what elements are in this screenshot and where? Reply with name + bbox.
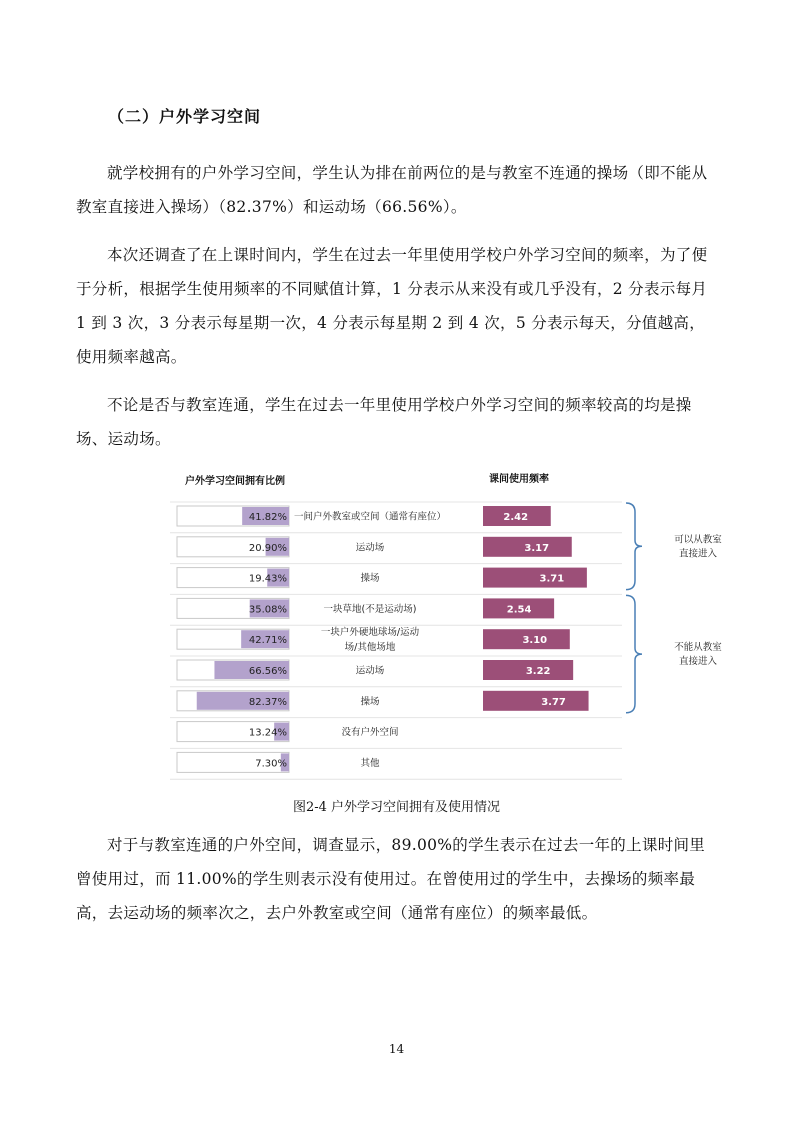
category-label: 运动场 (355, 665, 385, 677)
ownership-label: 19.43% (248, 573, 287, 585)
category-label: 其他 (360, 757, 380, 769)
category-label: 操场 (360, 696, 380, 708)
group-label: 直接进入 (678, 656, 718, 668)
category-label: 场/其他场地 (344, 642, 396, 654)
ownership-label: 7.30% (255, 758, 287, 770)
ownership-label: 35.08% (248, 604, 287, 616)
ownership-panel-title: 户外学习空间拥有比例 (185, 476, 285, 487)
frequency-bar (483, 691, 589, 711)
frequency-bar (483, 568, 587, 588)
group-label: 直接进入 (678, 548, 718, 560)
ownership-label: 13.24% (248, 727, 287, 739)
frequency-label: 3.71 (539, 573, 565, 585)
ownership-label: 20.90% (248, 542, 287, 554)
paragraph-frequency-method: 本次还调查了在上课时间内，学生在过去一年里使用学校户外学习空间的频率，为了便于分析，根据学生使用频率的不同赋值计算，1 分表示从来没有或几乎没有，2 分表示每月 1 到 3 次，3 分表示每星期一次，4 分表示每星期 2 到 4 次，5 分表示每天，分值越高，使用频率越高。 (76, 246, 708, 366)
category-label: 一块户外硬地球场/运动 (320, 627, 420, 639)
frequency-label: 3.10 (522, 635, 548, 647)
frequency-label: 3.17 (524, 542, 550, 554)
group-bracket (626, 595, 642, 712)
category-label: 一间户外教室或空间（通常有座位） (293, 511, 447, 523)
frequency-label: 3.77 (541, 696, 566, 708)
paragraph-frequency-result: 不论是否与教室连通，学生在过去一年里使用学校户外学习空间的频率较高的均是操场、运动场。 (76, 396, 692, 448)
paragraph-connected-space: 对于与教室连通的户外空间，调查显示，89.00%的学生表示在过去一年的上课时间里曾使用过，而 11.00%的学生则表示没有使用过。在曾使用过的学生中，去操场的频率最高，去运动场的频率次之，去户外教室或空间（通常有座位）的频率最低。 (76, 836, 706, 922)
page-number: 14 (388, 1042, 405, 1056)
figure-caption: 图2-4 户外学习空间拥有及使用情况 (292, 800, 501, 815)
frequency-label: 2.54 (506, 604, 532, 616)
category-label: 没有户外空间 (341, 727, 399, 739)
ownership-label: 42.71% (248, 635, 287, 647)
ownership-label: 82.37% (248, 696, 287, 708)
group-label: 不能从教室 (674, 642, 722, 654)
ownership-label: 41.82% (248, 512, 287, 523)
frequency-label: 3.22 (525, 666, 551, 677)
frequency-panel-title: 课间使用频率 (489, 474, 549, 485)
frequency-label: 2.42 (503, 512, 529, 523)
group-bracket (626, 503, 642, 590)
ownership-label: 66.56% (248, 666, 287, 677)
paragraph-outdoor-ownership: 就学校拥有的户外学习空间，学生认为排在前两位的是与教室不连通的操场（即不能从教室直接进入操场）（82.37%）和运动场（66.56%）。 (76, 164, 708, 216)
group-label: 可以从教室 (674, 534, 722, 546)
category-label: 运动场 (355, 542, 385, 554)
category-label: 一块草地(不是运动场) (323, 603, 417, 615)
category-label: 操场 (360, 573, 380, 585)
outdoor-space-chart (170, 466, 750, 792)
section-heading: （二）户外学习空间 (108, 107, 262, 126)
